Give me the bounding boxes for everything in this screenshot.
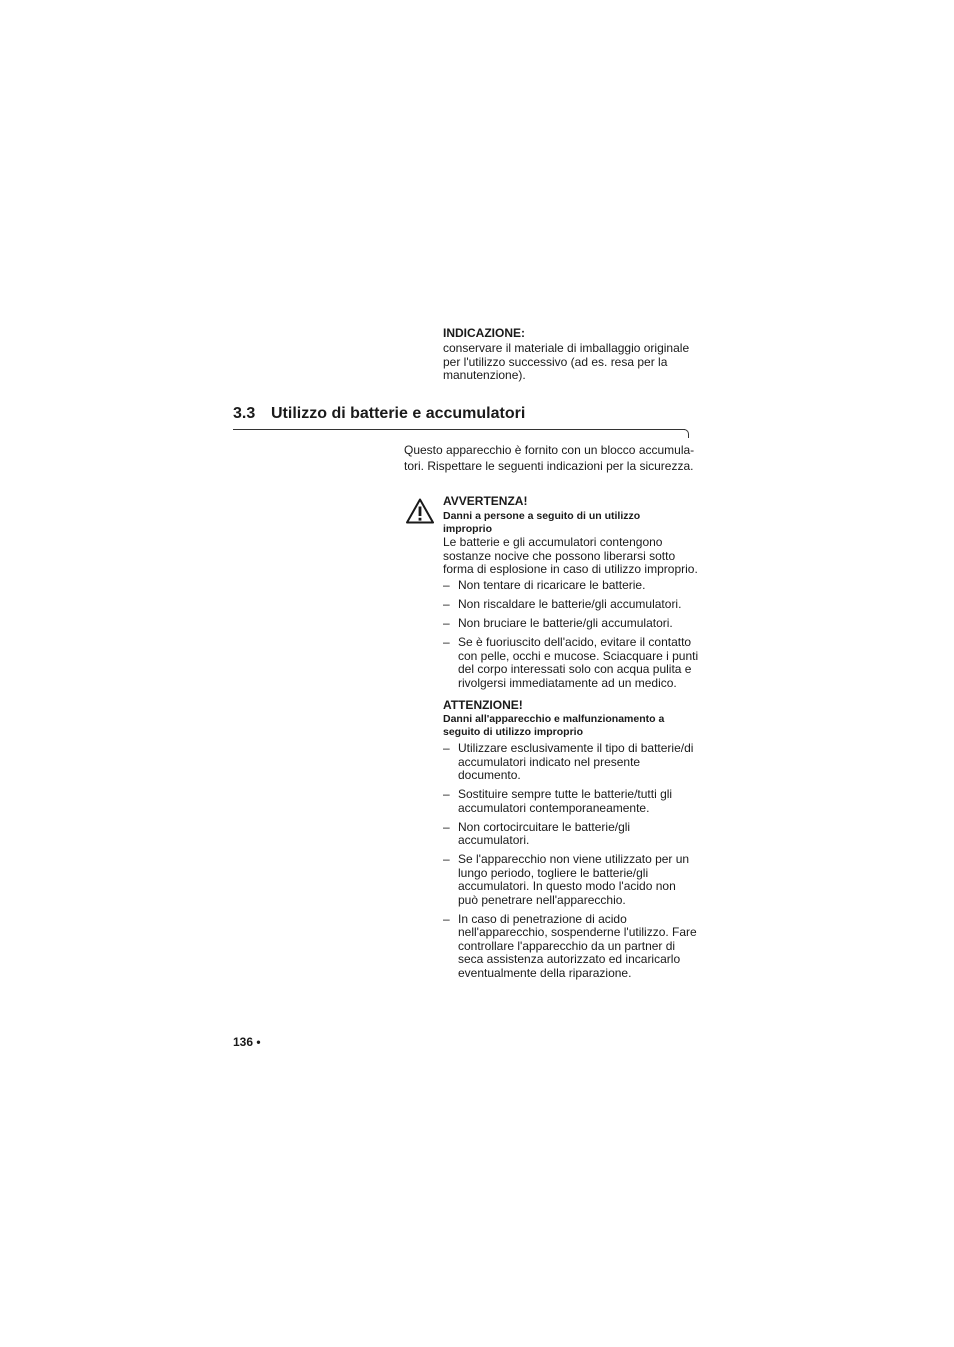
list-item: – Non bruciare le batterie/gli accumulatori.	[443, 617, 713, 631]
attention-list	[443, 742, 713, 986]
attention-subtitle: Danni all'apparecchio e malfunzionamento a seguito di utilizzo improprio	[443, 713, 665, 738]
section-divider	[233, 429, 685, 430]
warning-subtitle: Danni a persone a seguito di un utilizzo improprio	[443, 510, 641, 535]
warning-body: Le batterie e gli accumulatori contengono sostanze nocive che possono liberarsi sotto forma di esplosione in caso di utilizzo improprio.	[443, 535, 698, 576]
attention-title: ATTENZIONE!	[443, 698, 523, 712]
list-item: – Non cortocircuitare le batterie/gli accumulatori.	[443, 821, 713, 848]
intro-paragraph: Questo apparecchio è fornito con un blocco accumula- tori. Rispettare le seguenti indicazioni per la sicurezza.	[404, 443, 695, 473]
list-item: – Se è fuoriuscito dell'acido, evitare il contatto con pelle, occhi e mucose. Sciacquare i punti del corpo interessati solo con acqua pulita e rivolgersi immediatamente ad un medico.	[443, 636, 713, 690]
page-number: 136 •	[233, 1035, 261, 1049]
notice-body: conservare il materiale di imballaggio originale per l'utilizzo successivo (ad es. resa per la manutenzione).	[443, 341, 690, 382]
list-item: – Utilizzare esclusivamente il tipo di batterie/di accumulatori indicato nel presente documento.	[443, 742, 713, 783]
notice-title: INDICAZIONE:	[443, 326, 525, 340]
list-item: – Non tentare di ricaricare le batterie.	[443, 579, 713, 593]
section-number: 3.3	[233, 405, 256, 422]
list-item: – In caso di penetrazione di acido nell'apparecchio, sospenderne l'utilizzo. Fare controllare l'apparecchio da un partner di seca assistenza autorizzato ed incaricarlo eventualmente della riparazione.	[443, 913, 713, 981]
list-item: – Non riscaldare le batterie/gli accumulatori.	[443, 598, 713, 612]
list-item: – Se l'apparecchio non viene utilizzato per un lungo periodo, togliere le batterie/gli accumulatori. In questo modo l'acido non può penetrare nell'apparecchio.	[443, 853, 713, 907]
section-heading	[233, 405, 525, 423]
warning-title: AVVERTENZA!	[443, 494, 528, 508]
section-divider-hook	[683, 429, 689, 438]
warning-triangle-icon	[406, 498, 434, 524]
section-title: Utilizzo di batterie e accumulatori	[271, 405, 526, 422]
list-item: – Sostituire sempre tutte le batterie/tutti gli accumulatori contemporaneamente.	[443, 788, 713, 815]
warning-list	[443, 579, 713, 696]
